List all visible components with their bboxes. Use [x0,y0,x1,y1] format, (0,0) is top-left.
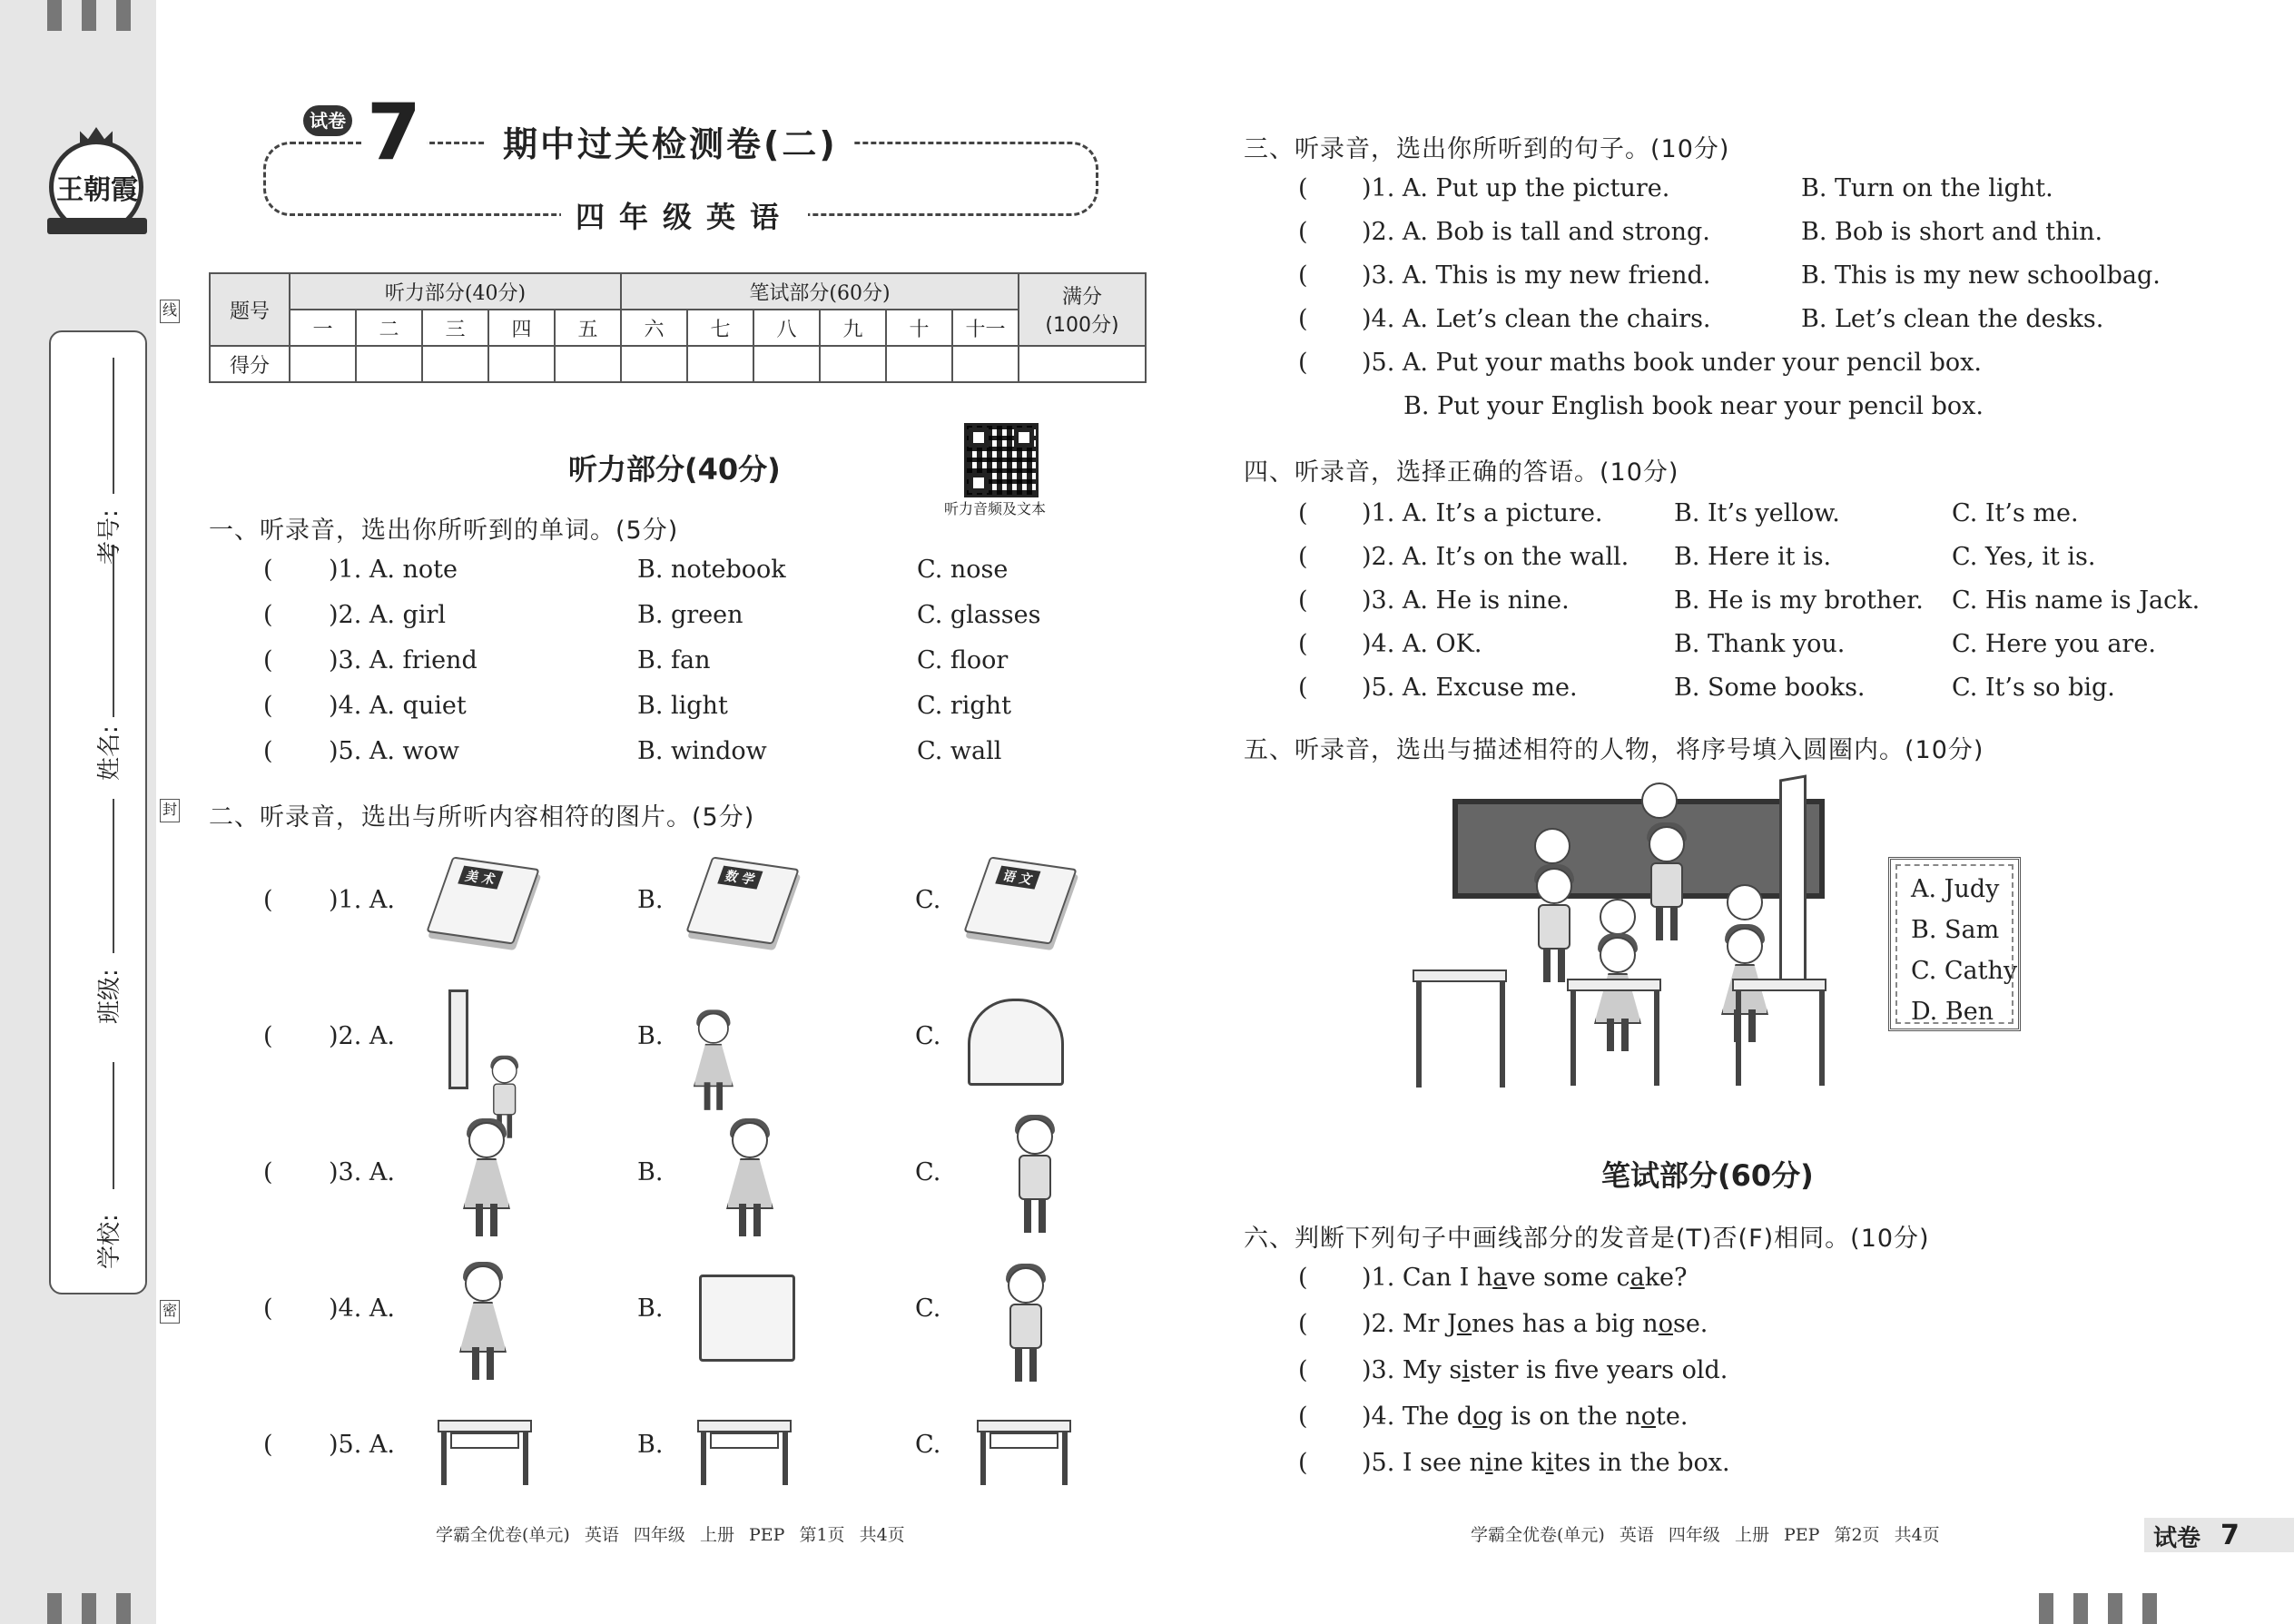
answer-paren[interactable]: ( [263,886,273,914]
sentence-fragment: )2. Mr J [1362,1310,1457,1338]
sentence-option-b: B. Put your English book near your pencil box. [1403,392,1984,420]
edge-bar [2039,1593,2053,1624]
response-option-b: B. Some books. [1674,674,1866,702]
section4-heading: 四、听录音，选择正确的答语。(10分) [1244,458,1679,487]
edge-bar [2142,1593,2157,1624]
sentence-fragment: nes has a big n [1472,1310,1659,1338]
picture-option-c-label: C. [915,886,941,914]
paper-number: 7 [361,87,427,178]
score-cell[interactable] [356,346,422,382]
page-tag-number: 7 [2220,1520,2240,1551]
answer-paren[interactable]: ( [1298,261,1308,290]
answer-circle[interactable] [1641,782,1678,819]
seal-mark-seal: 封 [160,799,180,822]
option-c: C. wall [917,737,1002,765]
paper-badge: 试卷 [303,105,352,136]
footer-left: 学霸全优卷(单元) 英语 四年级 上册 PEP 第1页 共4页 [436,1525,905,1545]
sentence-fragment: se. [1672,1310,1708,1338]
answer-paren[interactable]: ( [263,1022,273,1050]
sentence-option-a: )2. A. Bob is tall and strong. [1362,218,1710,246]
option-c: C. nose [917,556,1009,584]
exam-title: 期中过关检测卷(二) [487,116,854,166]
option-b: B. window [637,737,767,765]
picture-option-b-label: B. [637,1158,664,1186]
edge-bar [2108,1593,2122,1624]
girl-sweeping-picture[interactable] [450,1265,514,1383]
table-header-full-score [1019,273,1146,346]
door-picture[interactable] [448,989,468,1089]
full-score-value: (100分) [1045,314,1119,337]
judgement-sentence [1362,1403,1688,1431]
sentence-fragment: )1. Can I h [1362,1264,1493,1292]
student-3 [1585,937,1649,1055]
qr-code-icon[interactable] [964,423,1039,497]
score-cell[interactable] [555,346,621,382]
table-col-header: 十一 [952,310,1019,346]
edge-bar [82,0,96,31]
math-book-picture[interactable] [685,856,799,944]
binding-strip [0,0,156,1624]
answer-paren[interactable]: ( [263,1294,273,1323]
picture-option-b-label: B. [637,1294,664,1323]
answer-paren[interactable]: ( [263,1431,273,1459]
answer-circle[interactable] [1727,884,1763,920]
sentence-fragment: )5. I see n [1362,1449,1485,1477]
response-option-b: B. Thank you. [1674,630,1846,658]
score-cell[interactable] [820,346,886,382]
table-col-header: 十 [886,310,952,346]
sentence-fragment: ne k [1492,1449,1546,1477]
table-col-header: 三 [422,310,488,346]
judgement-sentence [1362,1310,1708,1338]
score-cell[interactable] [1019,346,1146,382]
exam-subtitle: 四年级英语 [561,194,808,236]
listening-section-title: 听力部分(40分) [568,452,781,487]
answer-paren[interactable]: ( [263,601,273,629]
school-field[interactable] [113,1062,114,1189]
picture-option-b-label: B. [637,1431,664,1459]
table-col-header: 七 [687,310,753,346]
score-cell[interactable] [488,346,555,382]
student-2 [1634,826,1698,944]
writing-section-title: 笔试部分(60分) [1601,1158,1814,1193]
answer-paren[interactable]: ( [1298,1310,1308,1338]
edge-bar [82,1593,96,1624]
underlined-letter: o [1640,1403,1657,1431]
edge-bar [2073,1593,2088,1624]
picture-option-a-label: )3. A. [329,1158,395,1186]
sentence-option-b: B. Turn on the light. [1801,174,2053,202]
sentence-fragment: )3. My s [1362,1356,1462,1384]
girl-picture-a[interactable] [454,1122,517,1240]
answer-paren[interactable]: ( [1298,499,1308,527]
class-label: 班级: [96,969,123,1024]
option-a: )3. A. friend [329,646,478,674]
girl-picture-b[interactable] [717,1122,781,1240]
option-cathy: C. Cathy [1911,957,2018,985]
classroom-desk [1567,979,1661,991]
table-row-score-label: 得分 [210,346,290,382]
edge-bar [47,0,62,31]
answer-paren[interactable]: ( [1298,174,1308,202]
school-label: 学校: [96,1214,123,1269]
response-option-b: B. It’s yellow. [1674,499,1840,527]
option-c: C. right [917,692,1011,720]
book-title: 数 学 [717,866,763,890]
response-option-a: )2. A. It’s on the wall. [1362,543,1629,571]
classroom-desk [1732,979,1826,991]
section3-heading: 三、听录音，选出你所听到的句子。(10分) [1244,135,1730,163]
answer-paren[interactable]: ( [1298,1403,1308,1431]
chinese-book-picture[interactable] [963,856,1077,944]
sentence-fragment: ke? [1644,1264,1688,1292]
table-col-header: 九 [820,310,886,346]
underlined-letter: o [1472,1403,1488,1431]
answer-paren[interactable]: ( [263,646,273,674]
class-field[interactable] [113,799,114,953]
score-cell[interactable] [290,346,356,382]
section2-heading: 二、听录音，选出与所听内容相符的图片。(5分) [209,803,755,832]
section5-heading: 五、听录音，选出与描述相符的人物，将序号填入圆圈内。(10分) [1244,736,1984,764]
judgement-sentence [1362,1356,1728,1384]
name-options-box [1888,857,2021,1031]
table-header-writing: 笔试部分(60分) [621,273,1019,310]
answer-circle[interactable] [1600,899,1636,935]
response-option-b: B. He is my brother. [1674,586,1924,615]
picture-option-a-label: )4. A. [329,1294,395,1323]
picture-option-b-label: B. [637,886,664,914]
brand-logo [44,127,151,240]
boy-desk-picture[interactable] [993,1267,1057,1385]
picture-option-a-label: )2. A. [329,1022,395,1050]
student-info-box [49,330,147,1294]
sentence-fragment: ve years old. [1570,1356,1728,1384]
response-option-a: )4. A. OK. [1362,630,1482,658]
option-b: B. fan [637,646,711,674]
score-cell[interactable] [687,346,753,382]
desk-picture-a[interactable] [438,1412,532,1485]
seal-mark-secret: 密 [160,1300,180,1324]
table-col-header: 五 [555,310,621,346]
name-field[interactable] [113,545,114,717]
edge-bar [116,0,131,31]
response-option-c: C. Here you are. [1952,630,2156,658]
table-header-listening: 听力部分(40分) [290,273,621,310]
table-col-header: 八 [753,310,820,346]
ribbon-icon [47,218,147,234]
option-a: )1. A. note [329,556,458,584]
sentence-fragment: te. [1656,1403,1689,1431]
underlined-letter: i [1462,1356,1470,1384]
boy-picture-c[interactable] [1002,1118,1066,1236]
picture-option-c-label: C. [915,1158,941,1186]
judgement-sentence [1362,1264,1688,1292]
response-option-c: C. His name is Jack. [1952,586,2200,615]
score-cell[interactable] [886,346,952,382]
sentence-fragment: g is on the n [1487,1403,1641,1431]
response-option-a: )5. A. Excuse me. [1362,674,1578,702]
option-b: B. notebook [637,556,786,584]
option-c: C. glasses [917,601,1041,629]
picture-option-b-label: B. [637,1022,664,1050]
sentence-option-a: )4. A. Let’s clean the chairs. [1362,305,1711,333]
classroom-desk [1413,969,1507,982]
edge-bar [47,1593,62,1624]
seal-mark-line: 线 [160,300,180,323]
score-cell[interactable] [422,346,488,382]
answer-paren[interactable]: ( [1298,543,1308,571]
answer-paren[interactable]: ( [1298,586,1308,615]
answer-paren[interactable]: ( [1298,349,1308,377]
sentence-option-b: B. Let’s clean the desks. [1801,305,2104,333]
answer-paren[interactable]: ( [263,737,273,765]
desk-picture-b[interactable] [697,1412,792,1485]
page-tag-label: 试卷 [2153,1525,2201,1552]
sentence-option-a: )3. A. This is my new friend. [1362,261,1711,290]
picture-option-a-label: )5. A. [329,1431,395,1459]
picture-option-c-label: C. [915,1294,941,1323]
option-a: )2. A. girl [329,601,447,629]
score-cell[interactable] [621,346,687,382]
option-a: )4. A. quiet [329,692,467,720]
answer-paren[interactable]: ( [1298,1449,1308,1477]
answer-paren[interactable]: ( [1298,1356,1308,1384]
table-header-question-no: 题号 [210,273,290,346]
option-sam: B. Sam [1911,916,2000,944]
response-option-a: )1. A. It’s a picture. [1362,499,1603,527]
table-col-header: 四 [488,310,555,346]
table-col-header: 二 [356,310,422,346]
edge-bar [116,1593,131,1624]
cleaning-window-picture[interactable] [699,1275,795,1362]
section1-heading: 一、听录音，选出你所听到的单词。(5分) [209,517,679,545]
sentence-option-b: B. This is my new schoolbag. [1801,261,2161,290]
art-book-picture[interactable] [426,856,539,944]
response-option-a: )3. A. He is nine. [1362,586,1570,615]
answer-paren[interactable]: ( [1298,630,1308,658]
score-cell[interactable] [753,346,820,382]
option-a: )5. A. wow [329,737,460,765]
underlined-letter: a [1629,1264,1645,1292]
answer-paren[interactable]: ( [263,1158,273,1186]
picture-option-c-label: C. [915,1022,941,1050]
underlined-letter: i [1545,1449,1554,1477]
option-b: B. light [637,692,728,720]
table-col-header: 一 [290,310,356,346]
student-1 [1521,868,1585,986]
answer-paren[interactable]: ( [1298,305,1308,333]
classroom-door [1779,774,1807,988]
book-title: 语 文 [995,866,1040,890]
window-picture[interactable] [968,999,1064,1086]
underlined-letter: a [1492,1264,1508,1292]
answer-circle[interactable] [1534,828,1570,864]
table-col-header: 六 [621,310,687,346]
option-ben: D. Ben [1911,998,1994,1026]
brand-logo-text: 王朝霞 [56,174,138,206]
response-option-b: B. Here it is. [1674,543,1832,571]
qr-caption: 听力音频及文本 [944,500,1047,517]
option-b: B. green [637,601,743,629]
picture-option-a-label: )1. A. [329,886,395,914]
sentence-option-b: B. Bob is short and thin. [1801,218,2103,246]
answer-paren[interactable]: ( [1298,1264,1308,1292]
answer-paren[interactable]: ( [263,692,273,720]
girl-light-picture[interactable] [685,1013,740,1114]
score-cell[interactable] [952,346,1019,382]
underlined-letter: o [1658,1310,1673,1338]
answer-paren[interactable]: ( [1298,674,1308,702]
exam-no-field[interactable] [113,358,114,494]
sentence-option-a: )1. A. Put up the picture. [1362,174,1670,202]
name-label: 姓名: [96,725,123,781]
response-option-c: C. Yes, it is. [1952,543,2096,571]
exam-no-label: 考号: [96,509,123,565]
sentence-fragment: )4. The d [1362,1403,1473,1431]
score-table [209,272,1147,383]
response-option-c: C. It’s so big. [1952,674,2115,702]
section6-heading: 六、判断下列句子中画线部分的发音是(T)否(F)相同。(10分) [1244,1225,1930,1253]
classroom-picture [1403,777,1839,1088]
underlined-letter: i [1484,1449,1493,1477]
judgement-sentence [1362,1449,1730,1477]
sentence-fragment: tes in the box. [1553,1449,1730,1477]
page-tag [2144,1518,2294,1552]
book-title: 美 术 [458,866,503,890]
sentence-option-a: )5. A. Put your maths book under your pencil box. [1362,349,1982,377]
picture-option-c-label: C. [915,1431,941,1459]
answer-paren[interactable]: ( [1298,218,1308,246]
option-judy: A. Judy [1911,875,2000,903]
underlined-letter: o [1456,1310,1472,1338]
full-score-label: 满分 [1061,286,1102,309]
answer-paren[interactable]: ( [263,556,273,584]
option-c: C. floor [917,646,1009,674]
desk-picture-c[interactable] [977,1412,1071,1485]
sentence-fragment: ve some c [1507,1264,1630,1292]
sentence-fragment: ster is f [1469,1356,1571,1384]
footer-right: 学霸全优卷(单元) 英语 四年级 上册 PEP 第2页 共4页 [1471,1525,1940,1545]
response-option-c: C. It’s me. [1952,499,2079,527]
